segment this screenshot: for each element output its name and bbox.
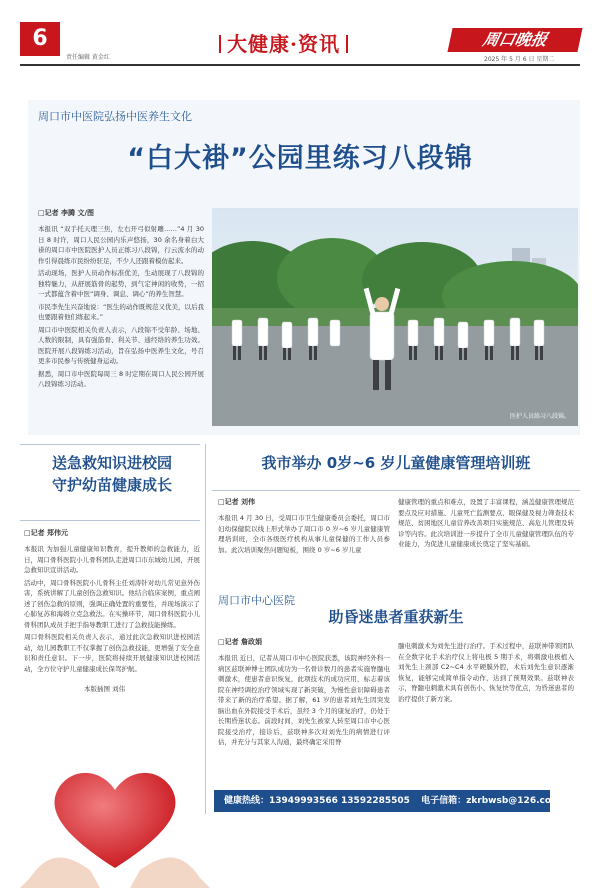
section-bar-left [219,35,221,53]
main-paragraph: 周口市中医院相关负责人表示，八段锦不受年龄、场地、人数的限制，具有强筋骨、利关节、通经络的养生功效。医院开展八段锦练习活动，旨在弘扬中医养生文化，号召更多市民参与传统健身运动。 [38,325,204,365]
left-paragraph: 活动中，周口骨科医院小儿骨科主任刘涛针对幼儿常见意外伤害，系统讲解了儿童创伤急救知识。他结合临床案例，重点阐述了创伤急救的原则，强调正确处置的重要性，并现场演示了心肺复苏和海姆立克急救法。在实操环节，周口骨科医院小儿骨科团队成员手把手指导教职工进行了急救技能操练。 [24,578,200,629]
section-title [213,28,354,57]
column-divider [205,444,206,814]
main-paragraph: 活动现场，医护人员动作标准优美，生动展现了八段锦的独特魅力，从舒展筋骨的起势，到气定神闲的收势，一招一式都蕴含着中医“调身、调息、调心”的养生智慧。 [38,269,204,298]
heart-hands-icon [20,738,210,888]
main-photo [212,208,578,426]
right-bottom-headline-wrap [212,606,580,628]
page-number: 6 [20,22,60,56]
right-mid-col2 [398,497,574,550]
issue-date: 2025 年 5 月 6 日 星期二 [484,56,555,63]
photo-caption: 医护人员练习八段锦。 [509,413,570,420]
section-bar-right [346,35,348,53]
main-paragraph: 本报讯 “双手托天理三焦，左右开弓似射雕……”4 月 30 日 8 时许，周口人民公园内乐声悠扬，30 余名身着白大褂的周口市中医院医护人员正练习八段锦，行云流水的动作引得晨练市民纷纷驻足，不少人还跟着模仿起来。 [38,225,204,265]
main-headline: “白大褂”公园里练习八段锦 [127,143,473,174]
illustration-credit: 本版插图 刘伟 [84,685,126,693]
left-headline-rule [20,520,200,521]
main-paragraph: 据悉，周口市中医院每周三 8 时定期在周口人民公园开展八段锦练习活动。 [38,369,204,388]
right-mid-headline: 我市举办 0岁~6 岁儿童健康管理培训班 [261,454,531,472]
right-mid-byline: □记者 刘伟 [218,498,256,506]
heart-illustration [20,738,210,888]
left-top-rule [20,444,200,445]
right-bottom-headline: 助昏迷患者重获新生 [328,608,464,626]
email-address: zkrbwsb@126.com [466,796,561,806]
right-bottom-kicker: 周口市中心医院 [218,594,295,607]
left-headline-line2: 守护幼苗健康成长 [51,476,172,494]
left-headline-line1: 送急救知识进校园 [51,454,172,472]
masthead-rule [20,64,580,66]
editor-credit: 责任编辑 黄金红 [66,54,110,61]
left-paragraph: 本报讯 为加强儿童健康知识教育，提升教师的急救能力，近日，周口骨科医院小儿骨科团队走进周口市东城幼儿园，开展急救知识宣讲活动。 [24,545,200,574]
paper-logo: 周口晚报 [447,28,582,52]
right-bottom-text-col2: 髓电刺激术为刘先生进行治疗。手术过程中，兹联神带领团队在全数字化手术治疗仪上将电极 5 期手术，将刺激电极植入刘先生上颈部 C2~C4 水平硬膜外腔，术后刘先生意识逐渐恢复，能够完成简单指令动作，达到了预期效果。兹联神表示，脊髓电刺激术具有创伤小、恢复快等优点，为昏迷患者的治疗提供了新方案。 [398,642,574,703]
main-story-text [38,208,204,390]
park-photo-illustration [212,208,578,426]
main-paragraph: 市民李先生兴奋地说：“医生的动作既规范又优美，以后我也要跟着他们练起来。” [38,302,204,321]
left-paragraph: 周口骨科医院相关负责人表示，通过此次急救知识进校园活动，幼儿园教职工不仅掌握了创伤急救技能，更增强了安全意识和责任意识。下一步，医院将持续开展健康知识进校园活动，全方位守护儿童健康成长保驾护航。 [24,633,200,673]
main-byline: □记者 李腾 文/图 [38,209,95,217]
hotline-label: 健康热线： [224,796,270,806]
story-right-mid-headline-wrap [212,452,580,474]
right-bottom-byline: □记者 詹政娟 [218,638,263,646]
hotline-phones: 13949993566 13592285505 [269,796,410,806]
email-label: 电子信箱： [421,796,467,806]
main-kicker: 周口市中医院弘扬中医养生文化 [38,110,192,123]
right-bottom-text-col1: 本报讯 近日，记者从周口市中心医院获悉，该院神经外科一病区兹联神博士团队成功为一名骨诊数月的患者实施脊髓电刺激术，使患者意识恢复，此项技术的成功应用，标志着该院在神经调控治疗领域实现了新突破，为慢性意识障碍患者带来了新的治疗希望。据了解，61 岁的患者刘先生因突发脑出血在外院接受手术后，虽经 3 个月的康复治疗，仍处于长期昏迷状态。前段时间，刘先生被家人转至周口市中心医院接受治疗，接诊后，兹联神多次对刘先生的病情进行评估，并充分与其家人沟通，最终确定采用脊 [218,654,390,746]
right-mid-text-col1: 本报讯 4 月 30 日，受周口市卫生健康委员会委托，周口市妇幼保健院以线上形式举办了周口市 0 岁~6 岁儿童健康管理培训班，全市各级医疗机构从事儿童保健的工作人员参加。此次培训聚焦问题短板，围绕 0 岁~6 岁儿童 [218,514,390,554]
right-mid-col1 [218,497,390,555]
story-left-text [24,528,200,695]
left-byline: □记者 郑伟元 [24,529,69,537]
right-mid-rule [212,490,580,491]
right-bottom-col2 [398,641,574,704]
right-mid-text-col2: 健康管理的重点和难点，设置了丰富课程，涵盖健康管理规范要点及应对措施、儿童死亡监测要点、眼保健及视力筛查技术规范、贫困地区儿童营养改善项目实施规范、高危儿管理及转诊等内容。此次培训进一步提升了全市儿童健康管理队伍的专业能力，为促进儿童健康成长奠定了坚实基础。 [398,498,574,548]
right-bottom-col1 [218,637,390,748]
section-label: 大健康·资讯 [227,32,340,56]
hotline-bar [214,790,561,812]
story-left-headline [24,452,200,496]
